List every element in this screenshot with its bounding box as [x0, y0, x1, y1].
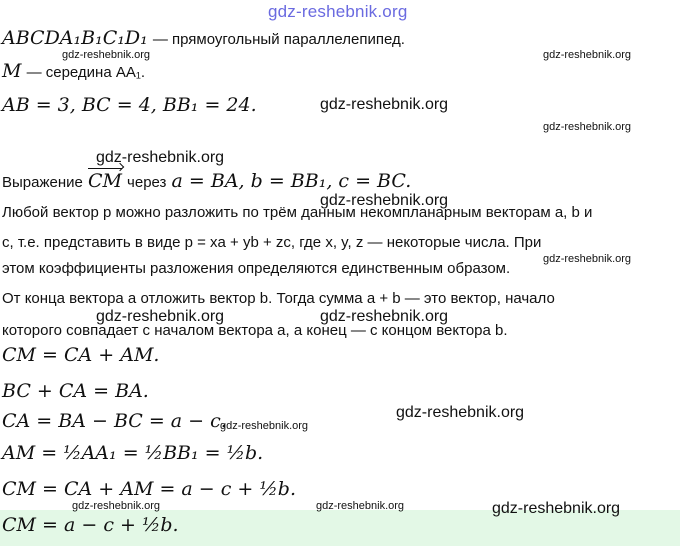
watermark-small-7: gdz-reshebnik.org: [316, 500, 405, 512]
equation-3: CA = BA − BC = a − c.: [2, 410, 227, 432]
prism-description: — прямоугольный параллелепипед.: [152, 31, 405, 48]
watermark-large-3: gdz-reshebnik.org: [320, 192, 449, 209]
equation-1: CM = CA + AM.: [2, 344, 160, 366]
decomposition-line-2: c, т.е. представить в виде p = xa + yb + zc, где x, y, z — некоторые числа. При: [2, 234, 542, 251]
watermark-large-5: gdz-reshebnik.org: [320, 308, 449, 325]
watermark-large-4: gdz-reshebnik.org: [96, 308, 225, 325]
watermark-large-1: gdz-reshebnik.org: [320, 96, 449, 113]
watermark-small-3: gdz-reshebnik.org: [543, 121, 632, 133]
watermark-small-5: gdz-reshebnik.org: [220, 420, 309, 432]
vector-cm: CM: [87, 170, 122, 192]
given-line-2: [2, 60, 145, 82]
equation-2: BC + CA = BA.: [2, 380, 149, 402]
watermark-small-2: gdz-reshebnik.org: [543, 49, 632, 61]
watermark-large-2: gdz-reshebnik.org: [96, 149, 225, 166]
watermark-large-6: gdz-reshebnik.org: [396, 404, 525, 421]
watermark-small-4: gdz-reshebnik.org: [543, 253, 632, 265]
watermark-header: gdz-reshebnik.org: [268, 2, 408, 21]
watermark-large-7: gdz-reshebnik.org: [492, 500, 621, 517]
watermark-small-6: gdz-reshebnik.org: [72, 500, 161, 512]
addition-rule-line-2: которого совпадает с началом вектора a, а конец — с концом вектора b.: [2, 322, 508, 339]
express-label: Выражение: [2, 174, 83, 191]
given-lengths: AB = 3, BC = 4, BB₁ = 24.: [2, 94, 257, 116]
equation-5: CM = CA + AM = a − c + ½b.: [2, 478, 297, 500]
point-m: M: [2, 60, 22, 82]
decomposition-line-3: этом коэффициенты разложения определяются единственным образом.: [2, 260, 511, 277]
basis-definition: a = BA, b = BB₁, c = BC.: [171, 170, 412, 192]
midpoint-description: — середина AA₁.: [26, 64, 146, 81]
addition-rule-line-1: От конца вектора a отложить вектор b. Тогда сумма a + b — это вектор, начало: [2, 290, 555, 307]
given-line-1: [2, 27, 405, 49]
express-line: [2, 170, 411, 192]
watermark-small-1: gdz-reshebnik.org: [62, 49, 151, 61]
express-through: через: [127, 174, 167, 191]
equation-4: AM = ½AA₁ = ½BB₁ = ½b.: [2, 442, 264, 464]
prism-name: ABCDA₁B₁C₁D₁: [2, 27, 148, 49]
equation-answer: CM = a − c + ½b.: [2, 514, 179, 536]
decomposition-line-1: Любой вектор p можно разложить по трём данным некомпланарным векторам a, b и: [2, 204, 593, 221]
